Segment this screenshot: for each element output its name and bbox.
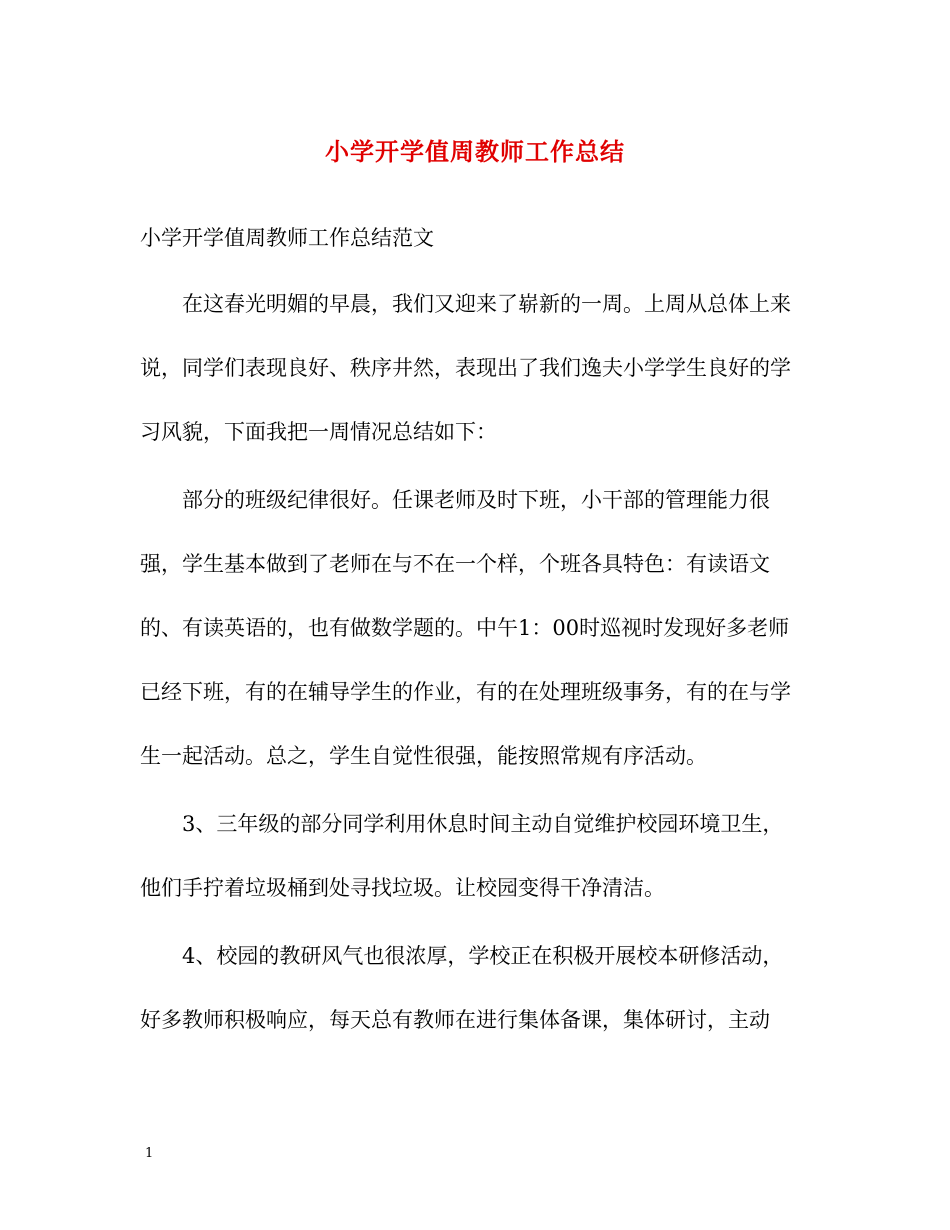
page-number: 1 [145, 1146, 154, 1161]
paragraph-2: 部分的班级纪律很好。任课老师及时下班，小干部的管理能力很强，学生基本做到了老师在与不在一个样，个班各具特色：有读语文的、有读英语的，也有做数学题的。中午1：00时巡视时发现好多老师已经下班，有的在辅导学生的作业，有的在处理班级事务，有的在与学生一起活动。总之，学生自觉性很强，能按照常规有序活动。 [140, 488, 791, 768]
document-body [140, 284, 800, 1068]
paragraph-1: 在这春光明媚的早晨，我们又迎来了崭新的一周。上周从总体上来说，同学们表现良好、秩序井然，表现出了我们逸夫小学学生良好的学习风貌，下面我把一周情况总结如下： [140, 292, 791, 444]
document-title: 小学开学值周教师工作总结 [325, 137, 625, 166]
paragraph-4: 4、校园的教研风气也很浓厚，学校正在积极开展校本研修活动，好多教师积极响应，每天总有教师在进行集体备课，集体研讨，主动 [140, 944, 784, 1032]
paragraph-3: 3、三年级的部分同学利用休息时间主动自觉维护校园环境卫生，他们手拧着垃圾桶到处寻找垃圾。让校园变得干净清洁。 [140, 812, 784, 900]
document-subtitle: 小学开学值周教师工作总结范文 [140, 226, 434, 250]
